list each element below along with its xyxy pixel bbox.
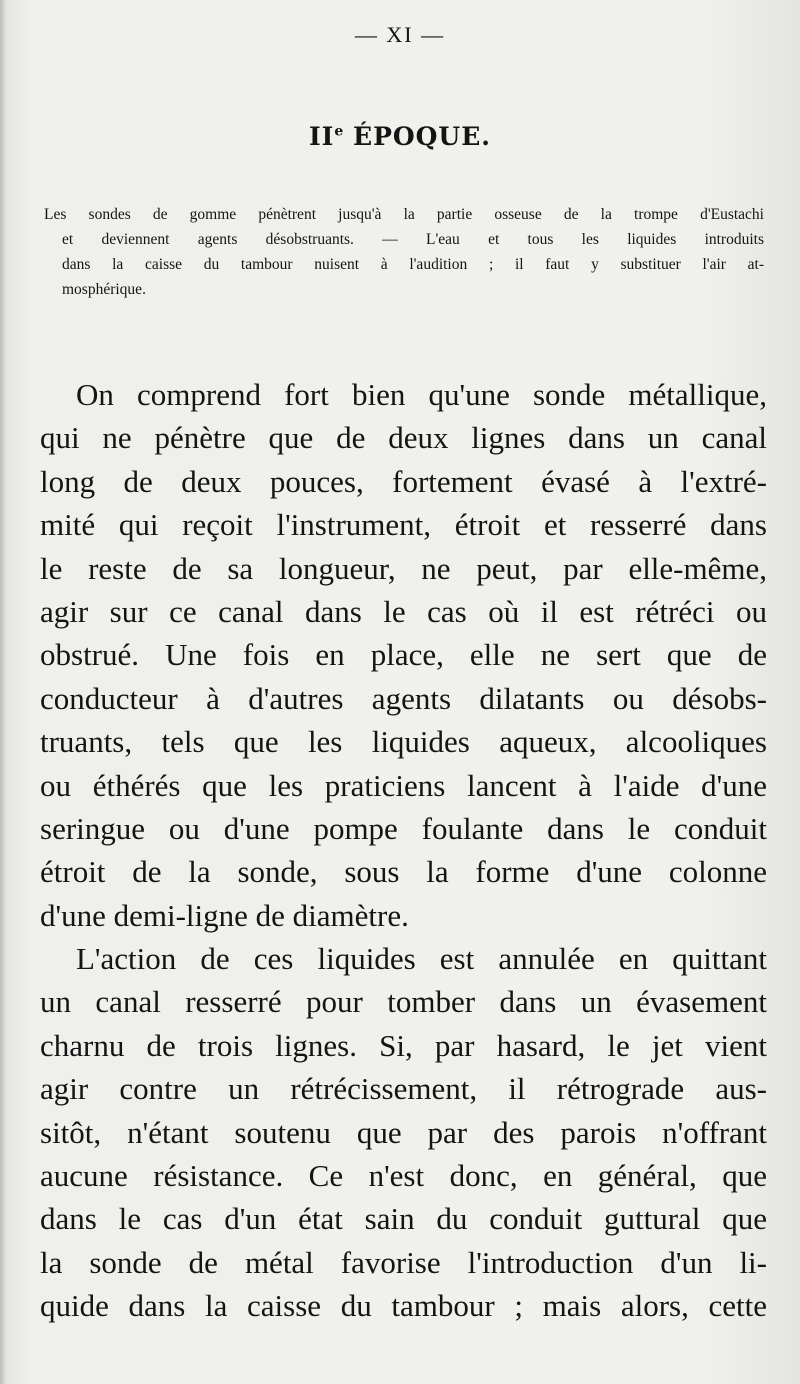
text-line: truants, tels que les liquides aqueux, alcooliques: [40, 724, 767, 760]
summary-line: Les sondes de gomme pénètrent jusqu'à la partie osseuse de la trompe d'Eustachi: [44, 206, 764, 223]
summary-line: dans la caisse du tambour nuisent à l'audition ; il faut y substituer l'air at-: [62, 256, 764, 273]
summary-line: mosphérique.: [62, 281, 146, 298]
text-line: long de deux pouces, fortement évasé à l'extré-: [40, 463, 767, 499]
text-line: sitôt, n'étant soutenu que par des parois n'offrant: [40, 1114, 767, 1150]
text-line: On comprend fort bien qu'une sonde métallique,: [76, 377, 767, 412]
section-word: ÉPOQUE.: [353, 122, 491, 151]
text-line: le reste de sa longueur, ne peut, par elle-même,: [40, 550, 767, 586]
text-line: la sonde de métal favorise l'introduction d'un li-: [40, 1244, 767, 1280]
text-line: agir sur ce canal dans le cas où il est rétréci ou: [40, 593, 767, 629]
text-line: ou éthérés que les praticiens lancent à l'aide d'une: [40, 767, 767, 803]
text-line: qui ne pénètre que de deux lignes dans un canal: [40, 420, 767, 456]
text-line: quide dans la caisse du tambour ; mais alors, cette: [40, 1288, 767, 1324]
text-line: dans le cas d'un état sain du conduit guttural que: [40, 1201, 767, 1237]
text-line: conducteur à d'autres agents dilatants ou désobs-: [40, 680, 767, 716]
text-line: un canal resserré pour tomber dans un évasement: [40, 984, 767, 1020]
text-line: obstrué. Une fois en place, elle ne sert que de: [40, 637, 767, 673]
text-line: charnu de trois lignes. Si, par hasard, le jet vient: [40, 1027, 767, 1063]
section-summary: [44, 202, 764, 302]
page-number: — XI —: [354, 22, 446, 47]
body-text: [40, 373, 767, 1328]
text-line: mité qui reçoit l'instrument, étroit et resserré dans: [40, 507, 767, 543]
text-line: L'action de ces liquides est annulée en quittant: [76, 941, 767, 977]
section-numeral: II: [308, 122, 335, 151]
text-line: seringue ou d'une pompe foulante dans le conduit: [40, 810, 767, 846]
text-line: d'une demi-ligne de diamètre.: [40, 897, 409, 933]
summary-line: et deviennent agents désobstruants. — L'eau et tous les liquides introduits: [62, 231, 764, 248]
page-gutter-shadow: [0, 0, 6, 1384]
paragraph-1: [40, 373, 767, 937]
text-line: agir contre un rétrécissement, il rétrograde aus-: [40, 1071, 767, 1107]
section-heading: [0, 122, 800, 151]
paragraph-2: [40, 937, 767, 1328]
text-line: aucune résistance. Ce n'est donc, en général, que: [40, 1158, 767, 1194]
text-line: étroit de la sonde, sous la forme d'une colonne: [40, 854, 767, 890]
section-numeral-suffix: e: [334, 123, 344, 140]
